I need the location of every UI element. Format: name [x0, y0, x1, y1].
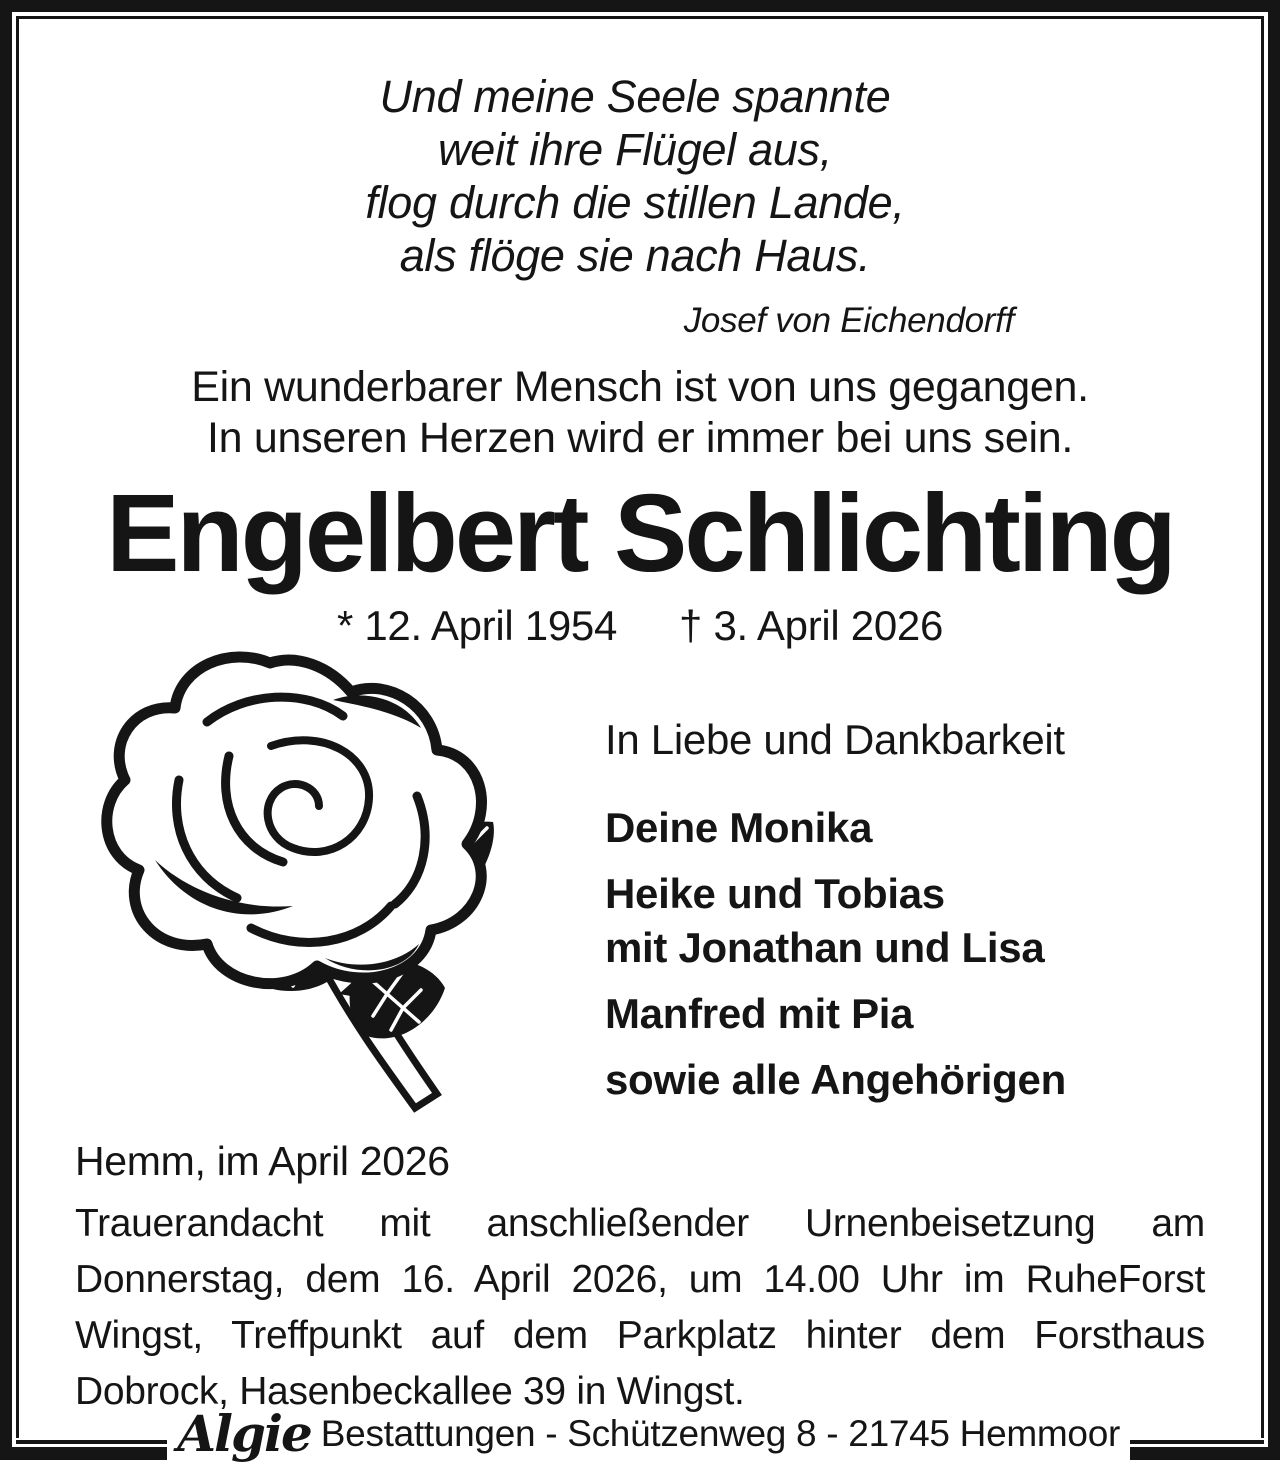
frame-inner-top — [16, 16, 1264, 19]
funeral-announcement — [75, 1196, 1205, 1420]
life-dates — [0, 602, 1280, 650]
family-name: mit Jonathan und Lisa — [605, 924, 1045, 971]
place-date: Hemm, im April 2026 — [75, 1138, 450, 1184]
rose-icon — [95, 648, 555, 1118]
funeral-home-address: Bestattungen - Schützenweg 8 - 21745 Hemmoor — [320, 1413, 1120, 1454]
eulogy-line: In unseren Herzen wird er immer bei uns sein. — [207, 414, 1073, 462]
family-name: Heike und Tobias — [605, 870, 945, 917]
frame-outer-top — [0, 0, 1280, 12]
family-name: Deine Monika — [605, 804, 873, 851]
frame-bottom-right-segment — [1130, 1440, 1280, 1460]
footer — [0, 1404, 1280, 1463]
funeral-home-logo: Algie — [177, 1404, 311, 1463]
funeral-line: Donnerstag, dem 16. April 2026, um 14.00 Uhr im RuheForst — [75, 1258, 1205, 1301]
funeral-line: Trauerandacht mit anschließender Urnenbeisetzung am — [75, 1202, 1205, 1245]
mourning-intro: In Liebe und Dankbarkeit — [605, 716, 1065, 763]
poem-line: als flöge sie nach Haus. — [399, 230, 871, 281]
birth-date: * 12. April 1954 — [336, 602, 618, 649]
funeral-line: Wingst, Treffpunkt auf dem Parkplatz hinter dem Forsthaus — [75, 1314, 1205, 1357]
frame-inner-right — [1261, 16, 1264, 1438]
mourners-block — [605, 716, 1066, 1122]
frame-inner-left — [16, 16, 19, 1438]
frame-outer-right — [1268, 0, 1280, 1458]
poem-line: flog durch die stillen Lande, — [365, 177, 905, 228]
frame-outer-left — [0, 0, 12, 1458]
death-date: † 3. April 2026 — [679, 602, 944, 649]
funeral-line: Dobrock, Hasenbeckallee 39 in Wingst. — [75, 1370, 745, 1413]
poem-attribution: Josef von Eichendorff — [683, 301, 1014, 340]
poem — [250, 70, 1020, 347]
deceased-name: Engelbert Schlichting — [106, 472, 1174, 595]
poem-line: weit ihre Flügel aus, — [438, 124, 832, 175]
frame-bottom-left-segment — [0, 1440, 167, 1460]
eulogy-line: Ein wunderbarer Mensch ist von uns gegangen. — [191, 363, 1089, 411]
poem-line: Und meine Seele spannte — [379, 71, 891, 122]
eulogy — [0, 362, 1280, 464]
family-name: sowie alle Angehörigen — [605, 1056, 1066, 1103]
family-name: Manfred mit Pia — [605, 990, 914, 1037]
